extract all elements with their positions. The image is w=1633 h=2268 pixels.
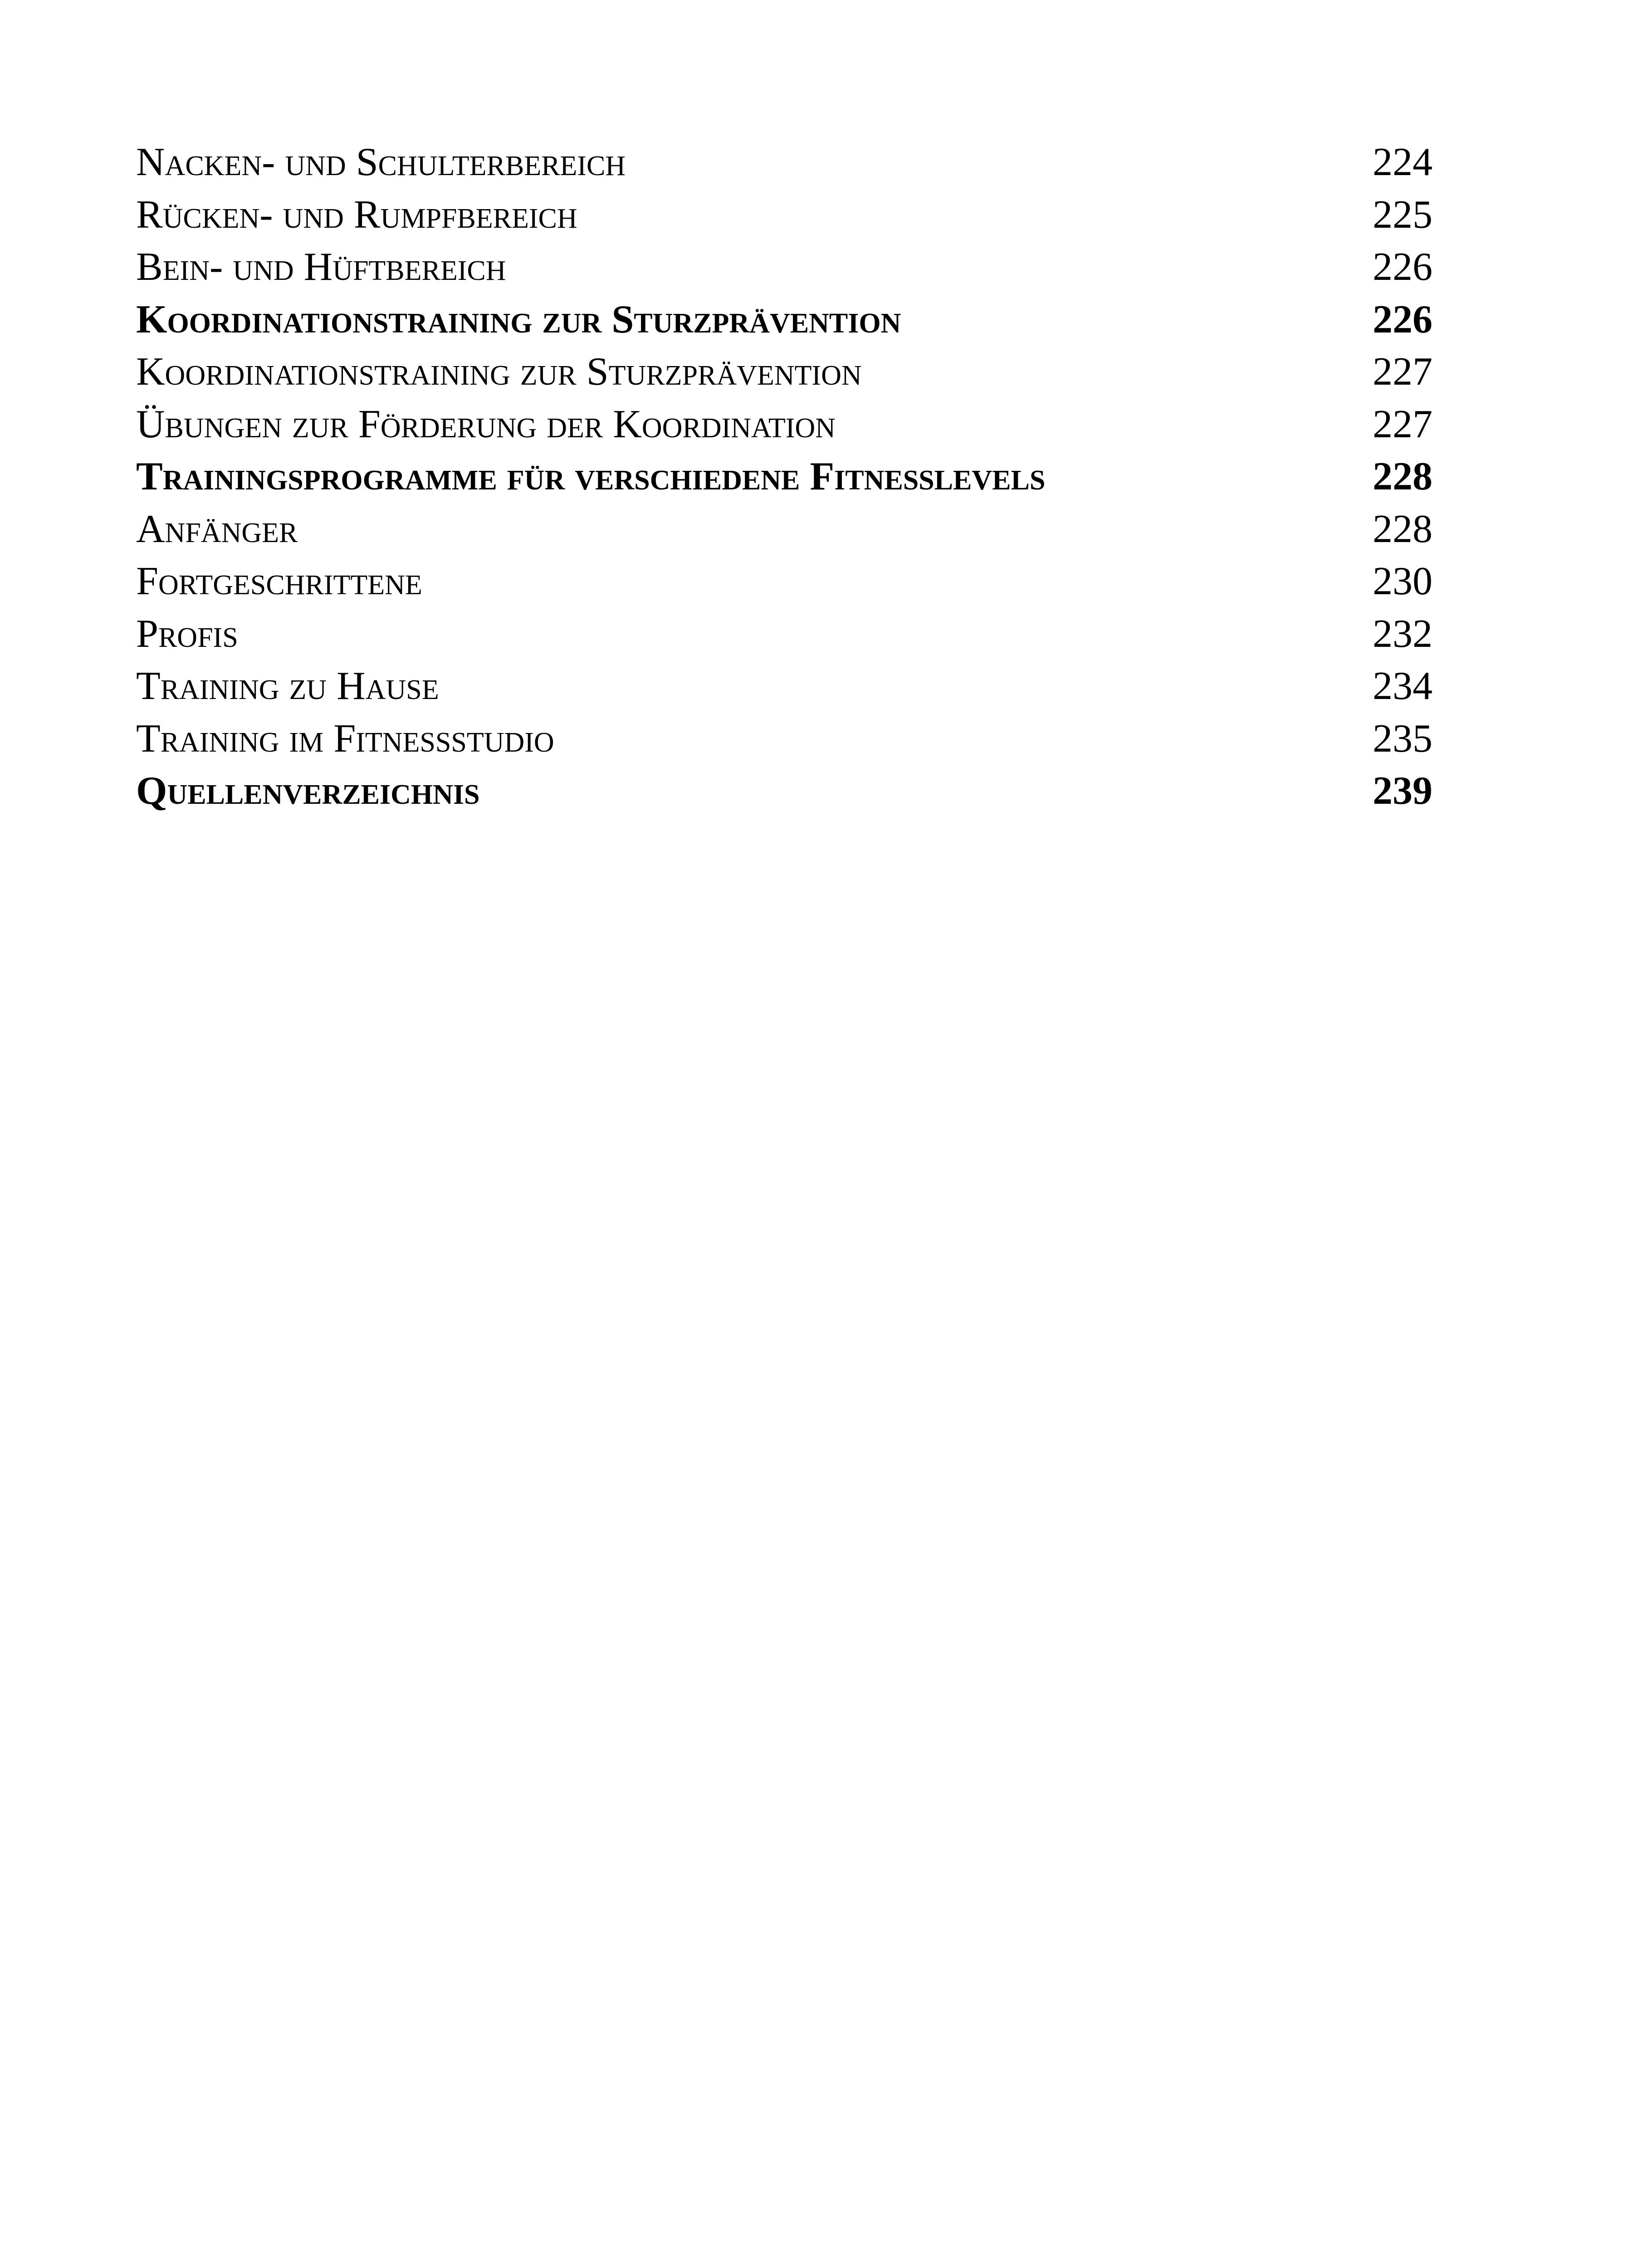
toc-entry-title: Koordinationstraining zur Sturzprävention — [136, 350, 862, 394]
toc-chapter-page: 239 — [1373, 769, 1433, 813]
toc-entry-title: Übungen zur Förderung der Koordination — [136, 402, 836, 446]
toc-entry[interactable] — [136, 555, 1433, 608]
toc-entry-title: Anfänger — [136, 507, 298, 551]
toc-entry[interactable] — [136, 241, 1433, 293]
toc-chapter-title: Trainingsprogramme für verschiedene Fitnesslevels — [136, 455, 1046, 499]
toc-entry-page: 224 — [1373, 140, 1433, 184]
toc-entry-page: 235 — [1373, 716, 1433, 761]
table-of-contents — [136, 136, 1433, 817]
toc-entry[interactable] — [136, 398, 1433, 451]
toc-entry-page: 232 — [1373, 611, 1433, 656]
toc-entry-page: 234 — [1373, 664, 1433, 708]
toc-chapter[interactable] — [136, 450, 1433, 503]
toc-entry-title: Nacken- und Schulterbereich — [136, 140, 626, 184]
toc-entry-title: Training im Fitnessstudio — [136, 716, 554, 761]
toc-entry[interactable] — [136, 136, 1433, 189]
toc-entry[interactable] — [136, 503, 1433, 556]
toc-chapter-page: 228 — [1373, 455, 1433, 499]
toc-chapter-title: Quellenverzeichnis — [136, 769, 480, 813]
toc-chapter[interactable] — [136, 293, 1433, 346]
toc-entry-title: Profis — [136, 611, 238, 656]
toc-entry-title: Rücken- und Rumpfbereich — [136, 192, 577, 237]
toc-entry[interactable] — [136, 713, 1433, 765]
toc-entry-title: Bein- und Hüftbereich — [136, 245, 506, 289]
toc-entry[interactable] — [136, 346, 1433, 398]
toc-entry[interactable] — [136, 189, 1433, 241]
toc-entry[interactable] — [136, 608, 1433, 660]
toc-entry-title: Training zu Hause — [136, 664, 439, 708]
toc-chapter[interactable] — [136, 765, 1433, 817]
toc-entry-page: 230 — [1373, 559, 1433, 603]
toc-entry-page: 227 — [1373, 350, 1433, 394]
toc-entry[interactable] — [136, 660, 1433, 713]
toc-entry-page: 226 — [1373, 245, 1433, 289]
toc-entry-page: 228 — [1373, 507, 1433, 551]
toc-entry-page: 225 — [1373, 192, 1433, 237]
toc-entry-title: Fortgeschrittene — [136, 559, 422, 603]
toc-entry-page: 227 — [1373, 402, 1433, 446]
toc-chapter-page: 226 — [1373, 297, 1433, 342]
toc-chapter-title: Koordinationstraining zur Sturzprävention — [136, 297, 901, 342]
